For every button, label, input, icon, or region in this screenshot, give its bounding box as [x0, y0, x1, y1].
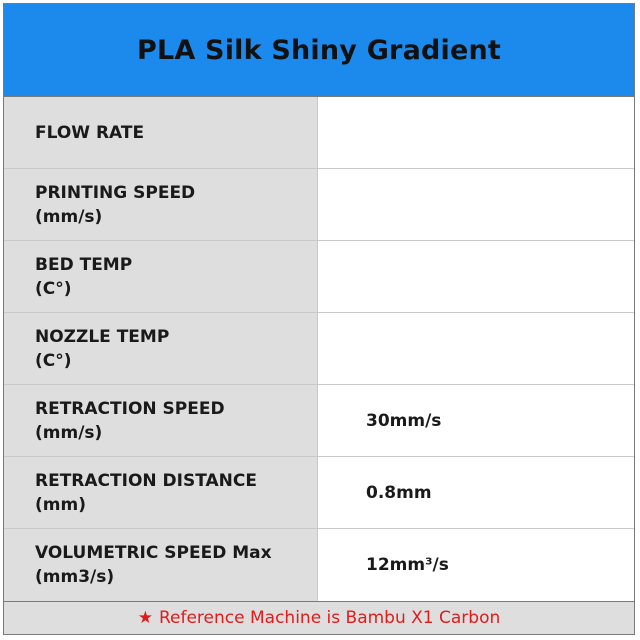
- row-nozzle-temp: [4, 313, 634, 385]
- row-label: FLOW RATE: [35, 122, 145, 143]
- value-cell: [318, 313, 634, 384]
- value-cell: 0.8mm: [318, 457, 634, 528]
- row-unit: (mm/s): [35, 206, 103, 227]
- row-label: RETRACTION DISTANCE: [35, 470, 257, 491]
- label-cell: [4, 169, 318, 240]
- row-label: BED TEMP: [35, 254, 133, 275]
- label-cell: [4, 529, 318, 601]
- row-retraction-distance: [4, 457, 634, 529]
- footer-note: [4, 601, 634, 634]
- label-cell: [4, 313, 318, 384]
- row-label: RETRACTION SPEED: [35, 398, 225, 419]
- label-cell: [4, 457, 318, 528]
- row-bed-temp: [4, 241, 634, 313]
- value-cell: [318, 241, 634, 312]
- label-cell: [4, 385, 318, 456]
- row-label: VOLUMETRIC SPEED Max: [35, 543, 272, 563]
- row-unit: (mm/s): [35, 422, 103, 443]
- title-bar: [4, 4, 634, 97]
- row-volumetric-speed: [4, 529, 634, 601]
- row-label: NOZZLE TEMP: [35, 326, 170, 347]
- spec-table: [3, 3, 635, 635]
- label-cell: [4, 241, 318, 312]
- row-label: PRINTING SPEED: [35, 182, 196, 203]
- row-printing-speed: [4, 169, 634, 241]
- row-unit: (mm3/s): [35, 567, 115, 587]
- value-cell: 12mm³/s: [318, 529, 634, 601]
- row-flow-rate: [4, 97, 634, 169]
- value-cell: 30mm/s: [318, 385, 634, 456]
- value-cell: [318, 97, 634, 168]
- label-cell: [4, 97, 318, 168]
- footer-text: Reference Machine is Bambu X1 Carbon: [158, 608, 501, 628]
- row-unit: (C°): [35, 350, 72, 371]
- value-cell: [318, 169, 634, 240]
- row-unit: (mm): [35, 494, 86, 515]
- spec-rows: [4, 97, 634, 601]
- table-title: PLA Silk Shiny Gradient: [136, 34, 502, 66]
- row-unit: (C°): [35, 278, 72, 299]
- star-icon: ★: [137, 608, 153, 628]
- row-retraction-speed: [4, 385, 634, 457]
